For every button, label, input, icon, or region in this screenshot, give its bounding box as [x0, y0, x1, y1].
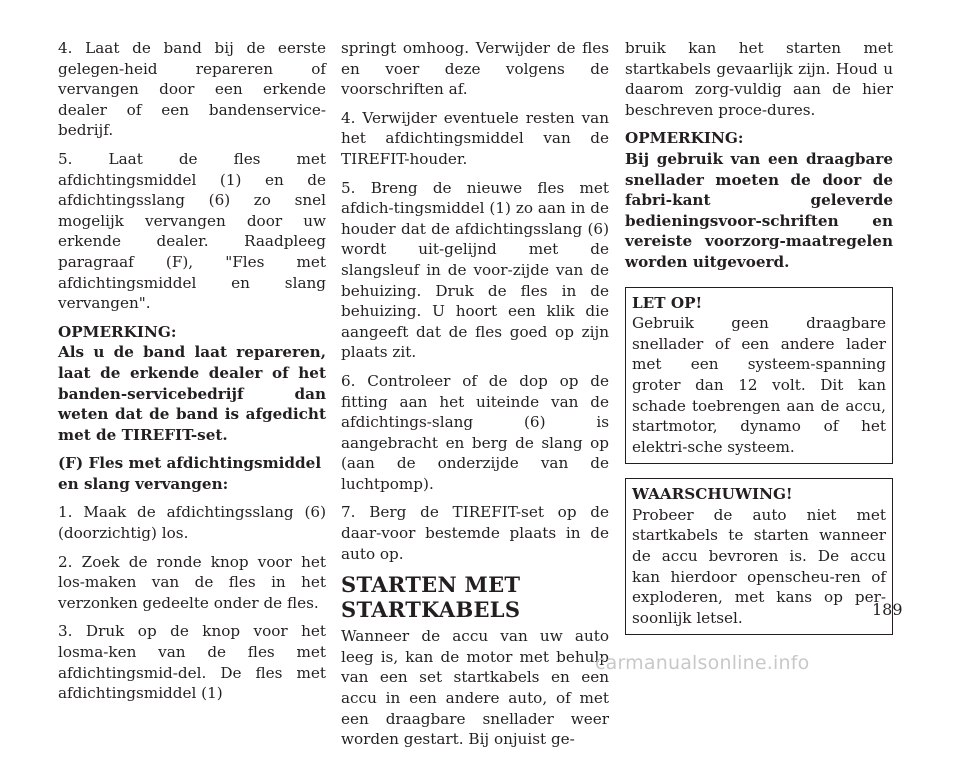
paragraph: bruik kan het starten met startkabels gevaarlijk zijn. Houd u daarom zorg-vuldig aan de hier beschreven proce-dures. [625, 39, 893, 119]
note-label: OPMERKING: [58, 322, 177, 341]
paragraph: 4. Laat de band bij de eerste gelegen-heid repareren of vervangen door een erkende dealer of een bandenservice-bedrijf. [58, 39, 326, 140]
warning-title: WAARSCHUWING! [632, 485, 793, 504]
caution-title: LET OP! [632, 293, 703, 312]
paragraph: 2. Zoek de ronde knop voor het los-maken van de fles in het verzonken gedeelte onder de fles. [58, 552, 326, 612]
note-text: Als u de band laat repareren, laat de erkende dealer of het banden-servicebedrijf dan weten dat de band is afgedicht met de TIREFIT-set. [58, 343, 326, 444]
paragraph: 4. Verwijder eventuele resten van het afdichtingsmiddel van de TIREFIT-houder. [341, 108, 609, 168]
paragraph: 5. Laat de fles met afdichtingsmiddel (1) en de afdichtingsslang (6) zo snel mogelijk vervangen door uw erkende dealer. Raadpleeg paragraaf (F), "Fles met afdichtingsmiddel en slang vervangen". [58, 149, 326, 313]
page-number: 189 [872, 600, 903, 619]
caution-text: Gebruik geen draagbare snellader of een andere lader met een systeem-spanning groter dan 12 volt. Dit kan schade toebrengen aan de accu, startmotor, dynamo of het elektri-sche systeem. [632, 314, 886, 456]
subsection-heading: (F) Fles met afdichtingsmiddel en slang vervangen: [58, 454, 322, 493]
section-title: STARTEN MET STARTKABELS [341, 572, 521, 623]
paragraph: 5. Breng de nieuwe fles met afdich-tingsmiddel (1) zo aan in de houder dat de afdichtingsslang (6) wordt uit-gelijnd met de slangsleuf in de voor-zijde van de behuizing. Druk de fles in de behuizing. U hoort een klik die aangeeft dat de fles goed op zijn plaats zit. [341, 178, 609, 362]
warning-text: Probeer de auto niet met startkabels te starten wanneer de accu bevroren is. De accu kan hierdoor openscheu-ren of exploderen, met kans op per-soonlijk letsel. [632, 505, 886, 627]
paragraph: 7. Berg de TIREFIT-set op de daar-voor bestemde plaats in de auto op. [341, 503, 609, 563]
caution-box [625, 287, 893, 465]
paragraph: springt omhoog. Verwijder de fles en voer deze volgens de voorschriften af. [341, 39, 609, 99]
warning-box [625, 478, 893, 635]
paragraph: Wanneer de accu van uw auto leeg is, kan de motor met behulp van een set startkabels en een accu in een andere auto, of met een draagbare snellader weer worden gestart. Bij onjuist ge- [341, 627, 609, 749]
column-middle [341, 38, 609, 758]
note-label: OPMERKING: [625, 129, 744, 148]
paragraph: 6. Controleer of de dop op de fitting aan het uiteinde van de afdichtings-slang (6) is aangebracht en berg de slang op (aan de onderzijde van de luchtpomp). [341, 371, 609, 493]
watermark-text: carmanualsonline.info [595, 652, 810, 674]
column-left [58, 38, 326, 712]
note-text: Bij gebruik van een draagbare snellader moeten de door de fabri-kant geleverde bedieningsvoor-schriften en vereiste voorzorg-maatregelen worden uitgevoerd. [625, 149, 893, 271]
paragraph: 3. Druk op de knop voor het losma-ken van de fles met afdichtingsmid-del. De fles met afdichtingsmiddel (1) [58, 622, 326, 703]
column-right [625, 38, 893, 649]
paragraph: 1. Maak de afdichtingsslang (6) (doorzichtig) los. [58, 503, 326, 543]
